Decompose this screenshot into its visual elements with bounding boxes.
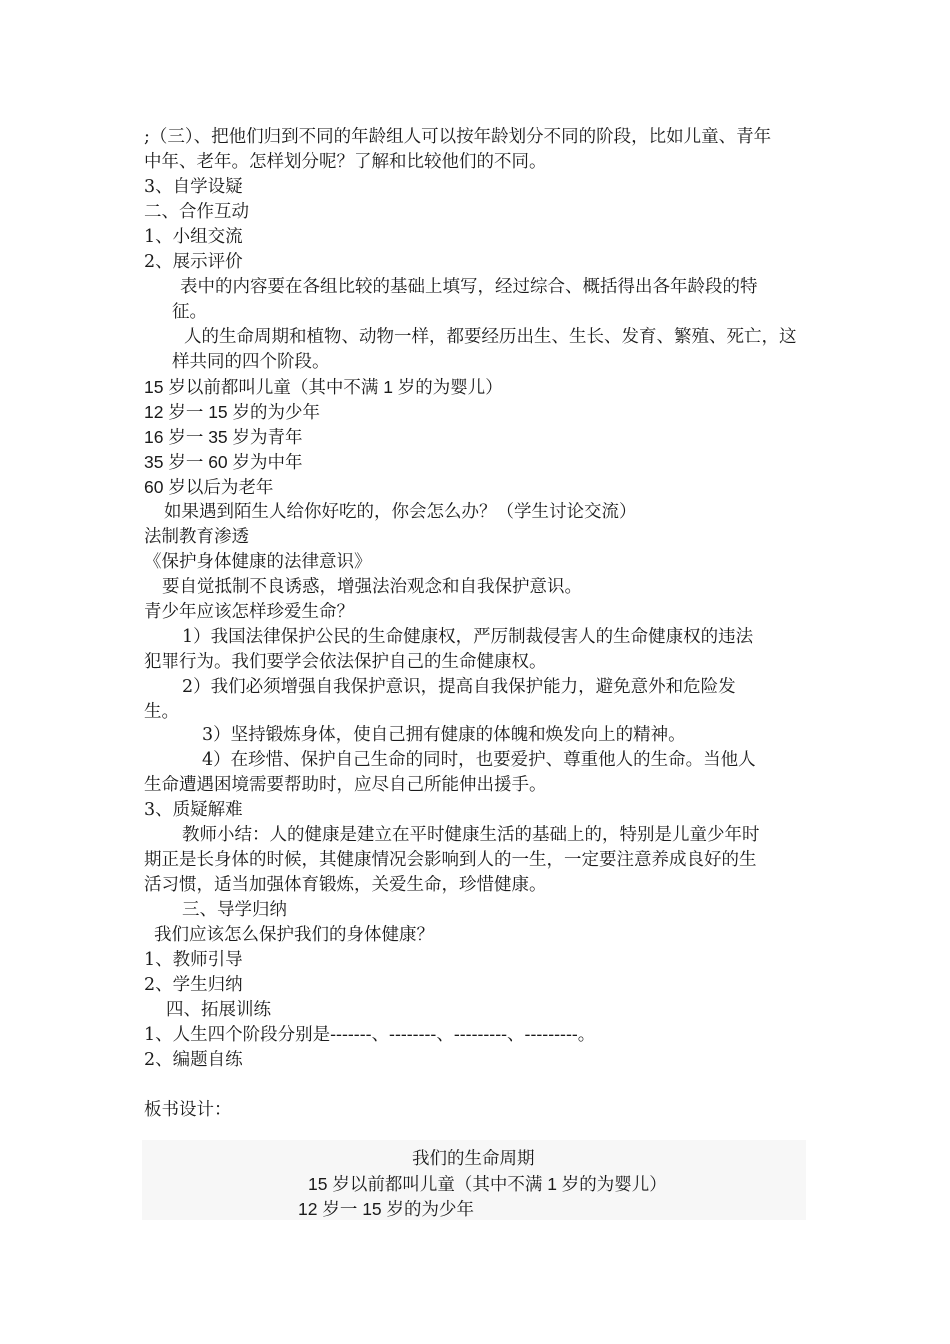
text-line: 3）坚持锻炼身体，使自己拥有健康的体魄和焕发向上的精神。	[202, 725, 686, 745]
text-line: 活习惯，适当加强体育锻炼，关爱生命，珍惜健康。	[144, 875, 547, 895]
text-line: 样共同的四个阶段。	[172, 352, 330, 372]
text-line: 生。	[144, 702, 179, 722]
section-heading: 3、自学设疑	[144, 177, 243, 197]
text-line: 生命遭遇困境需要帮助时，应尽自己所能伸出援手。	[144, 775, 547, 795]
text-line: 要自觉抵制不良诱惑，增强法治观念和自我保护意识。	[162, 577, 582, 597]
text-line: ;（三）、把他们归到不同的年龄组人可以按年龄划分不同的阶段，比如儿童、青年	[144, 127, 772, 147]
text-line: 青少年应该怎样珍爱生命？	[144, 602, 354, 622]
text-line: 《保护身体健康的法律意识》	[144, 552, 372, 572]
section-heading: 四、拓展训练	[166, 1000, 271, 1020]
section-heading: 法制教育渗透	[144, 527, 249, 547]
section-heading: 1、教师引导	[144, 950, 243, 970]
section-heading: 三、导学归纳	[182, 900, 287, 920]
text-line: 1）我国法律保护公民的生命健康权，严厉制裁侵害人的生命健康权的违法	[182, 627, 754, 647]
text-line: 期正是长身体的时候，其健康情况会影响到人的一生，一定要注意养成良好的生	[144, 850, 757, 870]
age-stage-item: 16 岁一 35 岁为青年	[144, 427, 303, 447]
section-heading: 2、编题自练	[144, 1050, 243, 1070]
section-heading: 3、质疑解难	[144, 800, 243, 820]
text-line: 如果遇到陌生人给你好吃的，你会怎么办？（学生讨论交流）	[164, 502, 637, 522]
section-heading: 1、小组交流	[144, 227, 243, 247]
age-stage-item: 12 岁一 15 岁的为少年	[144, 402, 321, 422]
section-heading: 二、合作互动	[144, 202, 249, 222]
text-line: 中年、老年。怎样划分呢？了解和比较他们的不同。	[144, 152, 547, 172]
age-stage-item: 15 岁以前都叫儿童（其中不满 1 岁的为婴儿）	[144, 377, 503, 397]
board-item: 12 岁一 15 岁的为少年	[298, 1199, 475, 1219]
text-line: 我们应该怎么保护我们的身体健康？	[154, 925, 434, 945]
age-stage-item: 60 岁以后为老年	[144, 477, 274, 497]
text-line: 4）在珍惜、保护自己生命的同时，也要爱护、尊重他人的生命。当他人	[202, 750, 756, 770]
text-line: 犯罪行为。我们要学会依法保护自己的生命健康权。	[144, 652, 547, 672]
text-line: 人的生命周期和植物、动物一样，都要经历出生、生长、发育、繁殖、死亡，这	[184, 327, 797, 347]
section-heading: 2、学生归纳	[144, 975, 243, 995]
section-heading: 板书设计：	[144, 1100, 232, 1120]
board-title: 我们的生命周期	[412, 1149, 535, 1169]
text-line: 征。	[172, 302, 207, 322]
text-line: 表中的内容要在各组比较的基础上填写，经过综合、概括得出各年龄段的特	[180, 277, 758, 297]
text-line: 2）我们必须增强自我保护意识，提高自我保护能力，避免意外和危险发	[182, 677, 736, 697]
section-heading: 2、展示评价	[144, 252, 243, 272]
text-line: 1、人生四个阶段分别是-------、--------、---------、---------。	[144, 1025, 596, 1045]
board-item: 15 岁以前都叫儿童（其中不满 1 岁的为婴儿）	[308, 1174, 667, 1194]
text-line: 教师小结：人的健康是建立在平时健康生活的基础上的，特别是儿童少年时	[182, 825, 760, 845]
age-stage-item: 35 岁一 60 岁为中年	[144, 452, 303, 472]
